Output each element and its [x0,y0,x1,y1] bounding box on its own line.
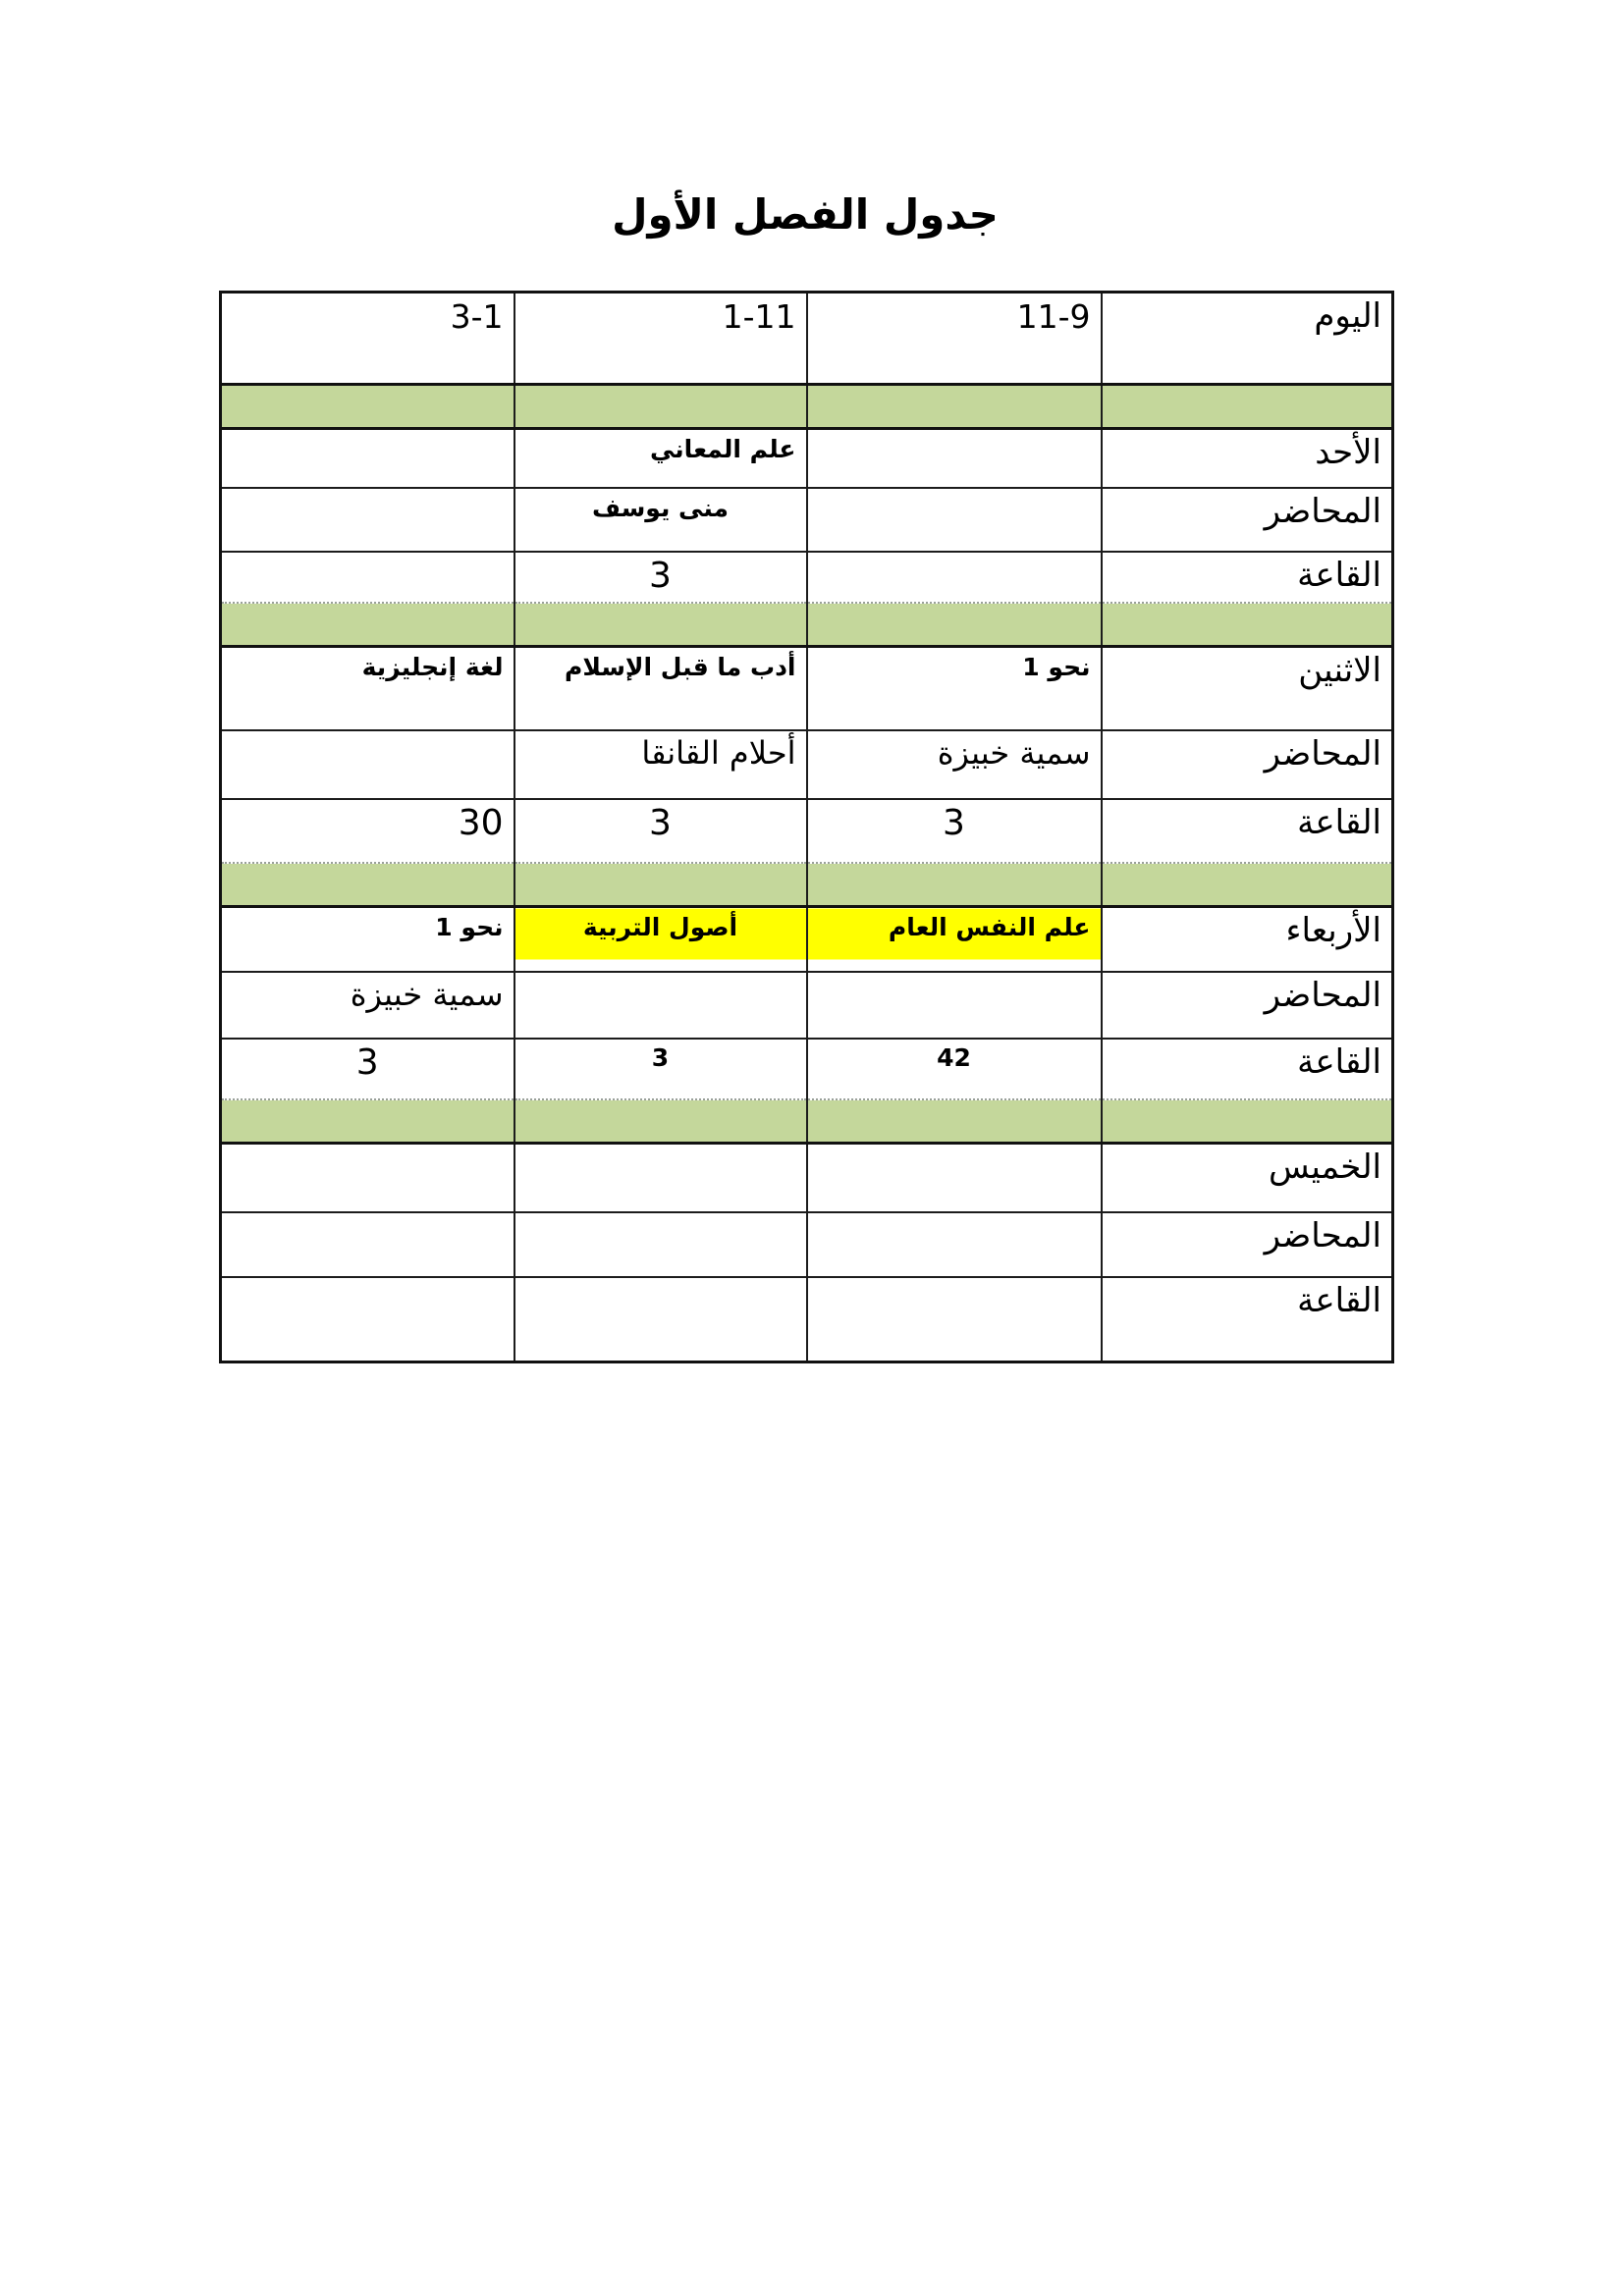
sunday-lecturer-1-3-cell [221,488,514,552]
sunday-lecturer-9-11-cell [807,488,1102,552]
monday-day-cell: الاثنين [1102,647,1393,730]
wednesday-subject-11-1-cell: أصول التربية [514,907,807,972]
thursday-lecturer-11-1-cell [514,1212,807,1277]
thursday-lecturer-label-cell: المحاضر [1102,1212,1393,1277]
thursday-room-1-3-cell [221,1277,514,1362]
wednesday-lecturer-row [221,972,1393,1039]
document-title: جدول الفصل الأول [612,190,999,239]
wednesday-room-label-cell: القاعة [1102,1039,1393,1099]
sunday-room-1-3-cell [221,552,514,603]
sunday-subject-11-1-cell: علم المعاني [514,429,807,488]
sunday-room-11-1-cell: 3 [514,552,807,603]
thursday-subject-row [221,1144,1393,1212]
sunday-lecturer-row [221,488,1393,552]
separator-cell [221,863,514,907]
wednesday-room-9-11-cell: 42 [807,1039,1102,1099]
thursday-day-cell: الخميس [1102,1144,1393,1212]
separator-cell [514,863,807,907]
wednesday-room-row [221,1039,1393,1099]
wednesday-lecturer-11-1-cell [514,972,807,1039]
slot-1-3-label: 3-1 [450,297,504,336]
monday-room-row [221,799,1393,863]
separator-cell [514,603,807,647]
sunday-subject-9-11-cell [807,429,1102,488]
thursday-lecturer-9-11-cell [807,1212,1102,1277]
wednesday-lecturer-label-cell: المحاضر [1102,972,1393,1039]
monday-lecturer-9-11-cell: سمية خبيزة [807,730,1102,799]
wednesday-subject-1-3-cell: نحو 1 [221,907,514,972]
sunday-room-label-cell: القاعة [1102,552,1393,603]
separator-cell [1102,603,1393,647]
thursday-room-label-cell: القاعة [1102,1277,1393,1362]
wednesday-lecturer-9-11-cell [807,972,1102,1039]
separator-cell [807,603,1102,647]
sunday-lecturer-11-1-cell: منى يوسف [514,488,807,552]
header-slot-1-3-cell [221,293,514,385]
monday-subject-row [221,647,1393,730]
wednesday-room-1-3-cell: 3 [221,1039,514,1099]
header-slot-11-1-cell [514,293,807,385]
sunday-day-cell: الأحد [1102,429,1393,488]
slot-11-1-label: 1-11 [722,297,796,336]
separator-row [221,1099,1393,1144]
thursday-subject-9-11-cell [807,1144,1102,1212]
thursday-room-9-11-cell [807,1277,1102,1362]
monday-lecturer-1-3-cell [221,730,514,799]
header-row [221,293,1393,385]
sunday-room-row [221,552,1393,603]
schedule-table [219,291,1394,1363]
monday-lecturer-row [221,730,1393,799]
separator-row [221,385,1393,429]
monday-lecturer-label-cell: المحاضر [1102,730,1393,799]
separator-cell [1102,1099,1393,1144]
thursday-room-row [221,1277,1393,1362]
monday-room-label-cell: القاعة [1102,799,1393,863]
monday-lecturer-11-1-cell: أحلام القانقا [514,730,807,799]
thursday-subject-11-1-cell [514,1144,807,1212]
monday-room-1-3-cell: 30 [221,799,514,863]
thursday-subject-1-3-cell [221,1144,514,1212]
monday-subject-11-1-cell: أدب ما قبل الإسلام [514,647,807,730]
monday-room-11-1-cell: 3 [514,799,807,863]
wednesday-lecturer-1-3-cell: سمية خبيزة [221,972,514,1039]
separator-row [221,863,1393,907]
slot-9-11-label: 11-9 [1016,297,1091,336]
separator-cell [221,603,514,647]
thursday-room-11-1-cell [514,1277,807,1362]
monday-room-9-11-cell: 3 [807,799,1102,863]
thursday-lecturer-1-3-cell [221,1212,514,1277]
header-day-cell: اليوم [1102,293,1393,385]
sunday-lecturer-label-cell: المحاضر [1102,488,1393,552]
wednesday-day-cell: الأربعاء [1102,907,1393,972]
separator-cell [807,863,1102,907]
separator-cell [807,1099,1102,1144]
separator-cell [221,385,514,429]
separator-cell [221,1099,514,1144]
wednesday-room-11-1-cell: 3 [514,1039,807,1099]
wednesday-subject-row [221,907,1393,972]
monday-subject-1-3-cell: لغة إنجليزية [221,647,514,730]
separator-cell [807,385,1102,429]
sunday-subject-1-3-cell [221,429,514,488]
separator-cell [514,385,807,429]
sunday-subject-row [221,429,1393,488]
sunday-room-9-11-cell [807,552,1102,603]
header-slot-9-11-cell [807,293,1102,385]
thursday-lecturer-row [221,1212,1393,1277]
separator-row [221,603,1393,647]
wednesday-subject-9-11-cell: علم النفس العام [807,907,1102,972]
monday-subject-9-11-cell: نحو 1 [807,647,1102,730]
separator-cell [1102,385,1393,429]
separator-cell [514,1099,807,1144]
separator-cell [1102,863,1393,907]
